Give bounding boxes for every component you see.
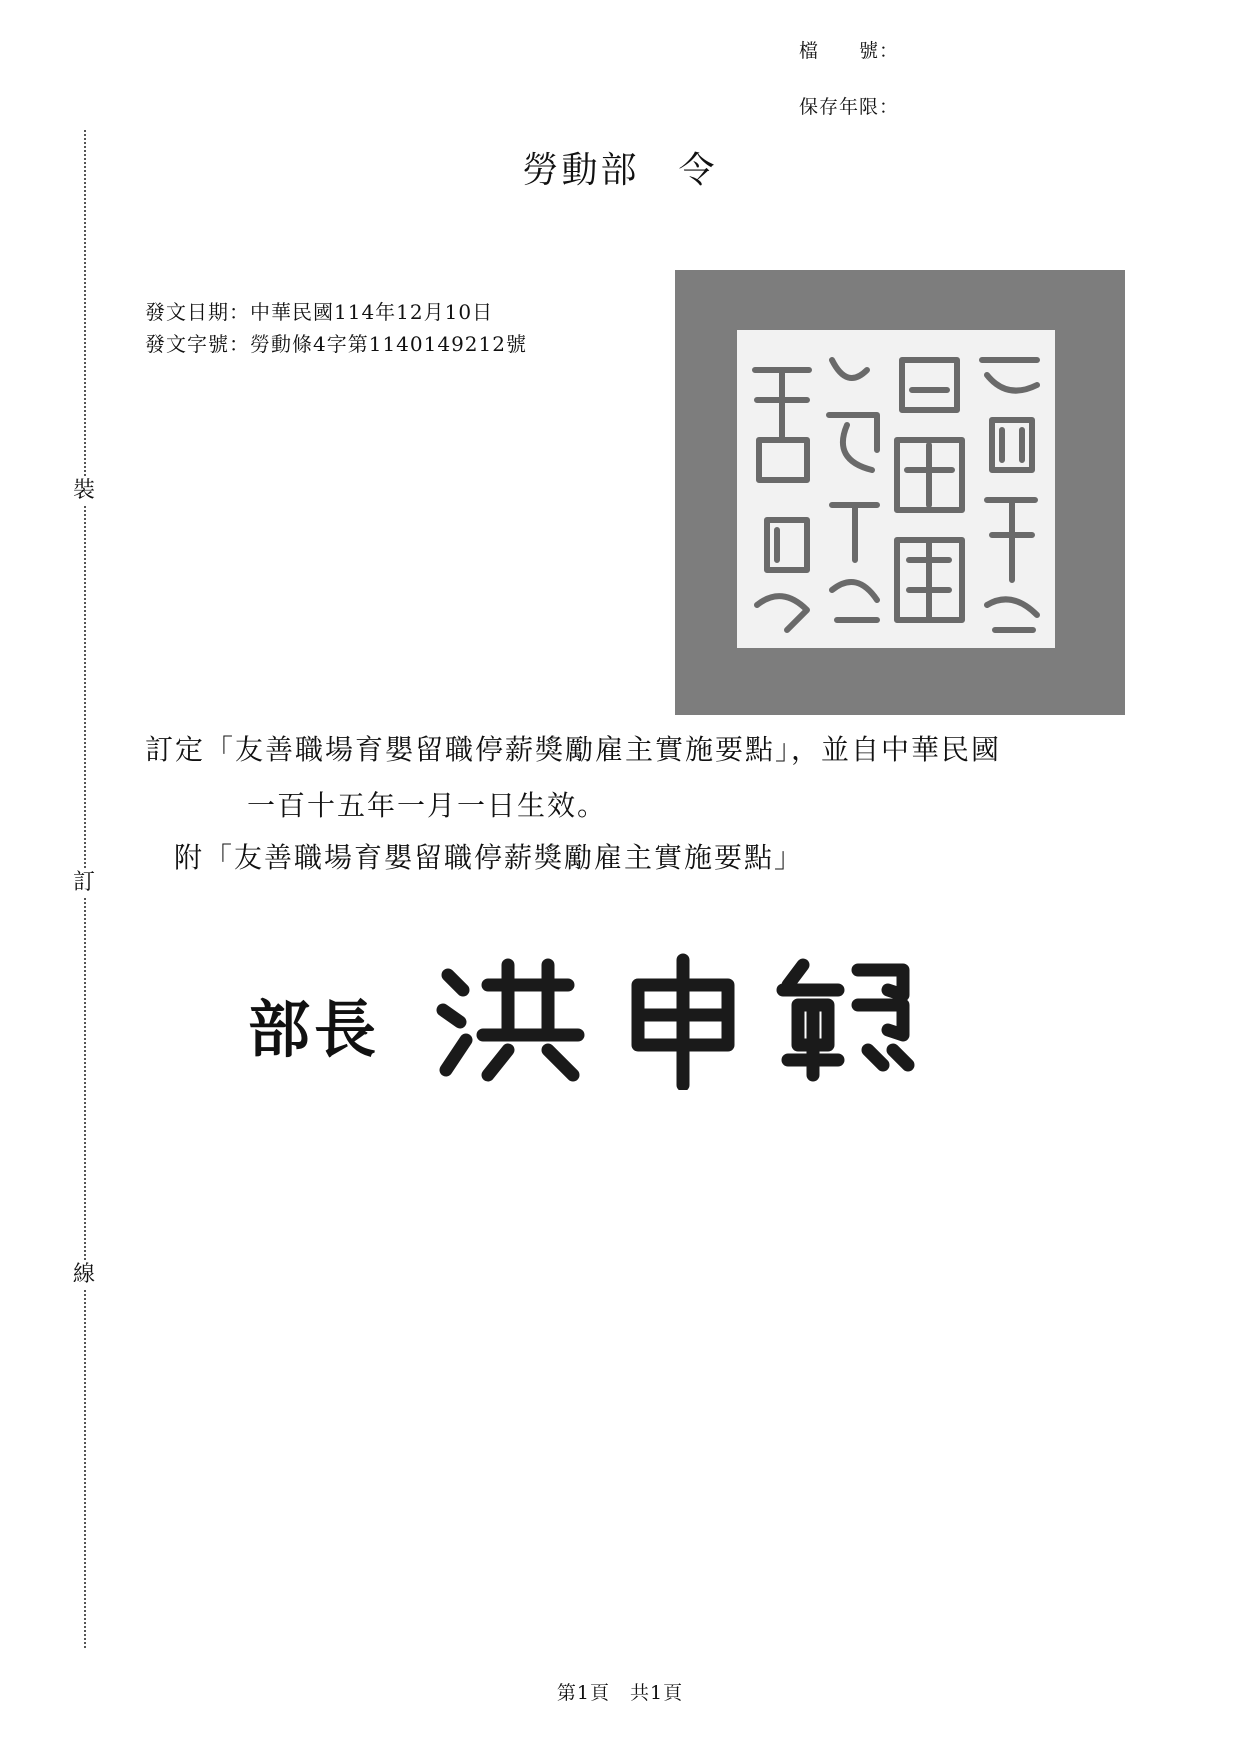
order-body-line-1: 訂定「友善職場育嬰留職停薪獎勵雇主實施要點」，並自中華民國 (145, 733, 1002, 766)
attachment-line: 附「友善職場育嬰留職停薪獎勵雇主實施要點」 (174, 841, 805, 874)
page-footer: 第1頁 共1頁 (556, 1682, 684, 1704)
archive-number-label: 檔 號： (799, 40, 900, 62)
order-body-line-2: 一百十五年一月一日生效。 (247, 789, 608, 822)
retention-period-label: 保存年限： (799, 96, 900, 118)
official-seal-image (675, 270, 1125, 715)
seal-inner-field (737, 330, 1055, 648)
binding-mark-xian: 線 (72, 1262, 95, 1287)
binding-mark-ding: 訂 (72, 870, 95, 895)
document-title: 勞動部 令 (522, 150, 718, 191)
seal-script-glyphs (737, 330, 1055, 648)
issue-date: 發文日期：中華民國114年12月10日 (145, 300, 494, 324)
minister-name-signature (428, 950, 1068, 1090)
minister-title: 部長 (248, 993, 381, 1066)
issue-number: 發文字號：勞動條4字第1140149212號 (145, 332, 527, 356)
binding-mark-zhuang: 裝 (72, 478, 95, 503)
